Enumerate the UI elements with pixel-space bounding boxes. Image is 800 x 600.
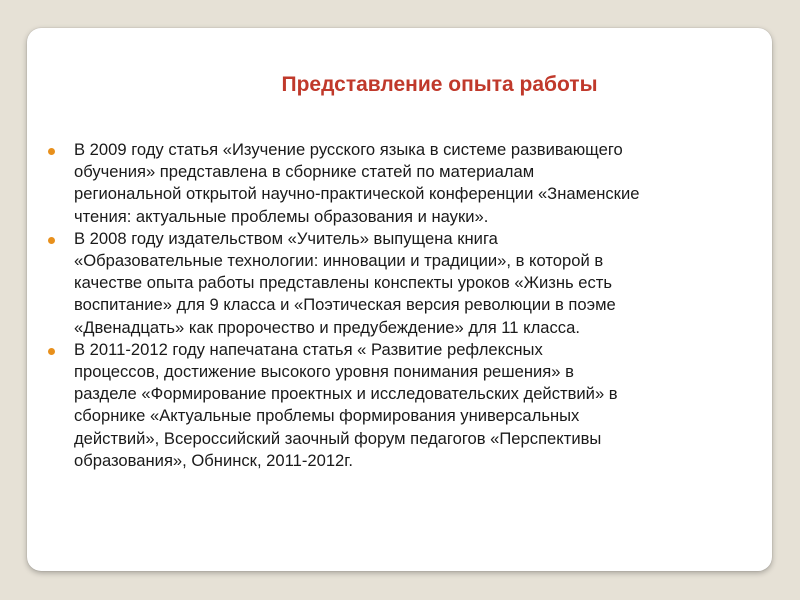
bullet-dot-icon (48, 148, 55, 155)
slide-card (27, 28, 772, 571)
bullet-text: В 2011-2012 году напечатана статья « Развитие рефлексных процессов, достижение высокого уровня понимания решения» в разделе «Формирование проектных и исследовательских действий» в сборнике «Актуальные проблемы формирования универсальных действий», Всероссийский заочный форум педагогов «Перспективы образования», Обнинск, 2011-2012г. (74, 339, 618, 470)
bullet-text: В 2009 году статья «Изучение русского языка в системе развивающего обучения» представлена в сборнике статей по материалам региональной открытой научно-практической конференции «Знаменские чтения: актуальные проблемы образования и науки». (74, 140, 640, 226)
bullet-item (47, 228, 762, 339)
bullet-item (47, 139, 762, 228)
bullet-dot-icon (48, 237, 55, 244)
bullet-text: В 2008 году издательством «Учитель» выпущена книга «Образовательные технологии: инновации и традиции», в которой в качестве опыта работы представлены конспекты уроков «Жизнь есть воспитание» для 9 класса и «Поэтическая версия революции в поэме «Двенадцать» как пророчество и предубеждение» для 11 класса. (74, 228, 616, 337)
bullet-item (47, 339, 762, 472)
slide-title: Представление опыта работы (281, 73, 598, 96)
bullet-list (47, 139, 762, 472)
bullet-dot-icon (48, 348, 55, 355)
